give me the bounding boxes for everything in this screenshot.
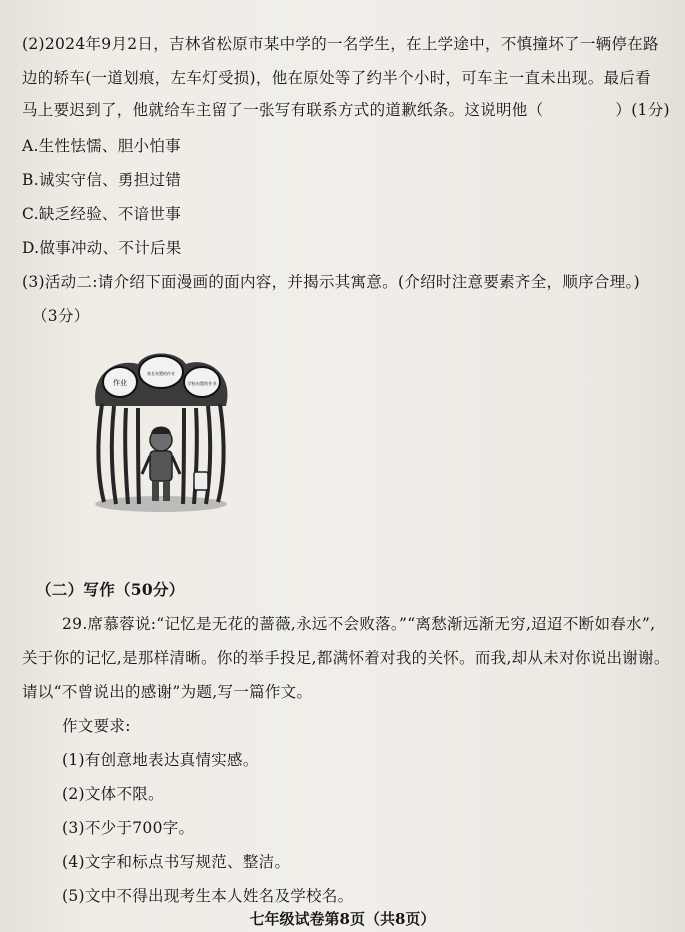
writing-prompt-line-2: 关于你的记忆,是那样清晰。你的举手投足,都满怀着对我的关怀。而我,却从未对你说出谢谢。: [22, 649, 670, 667]
requirement-4: (4)文字和标点书写规范、整洁。: [62, 853, 291, 871]
option-b: B.诚实守信、勇担过错: [22, 171, 182, 189]
question-part3-score: （3分）: [32, 307, 90, 325]
option-a: A.生性怯懦、胆小怕事: [22, 137, 181, 155]
writing-prompt-line-1: 29.席慕蓉说:“记忆是无花的蔷薇,永远不会败落。”“离愁渐远渐无穷,迢迢不断如春水”,: [62, 615, 656, 633]
question-part2-line-3-text: 马上要迟到了，他就给车主留了一张写有联系方式的道歉纸条。这说明他（: [22, 101, 544, 119]
question-part3-line: (3)活动二:请介绍下面漫画的面内容，并揭示其寓意。(介绍时注意要素齐全，顺序合理。): [22, 273, 640, 291]
requirement-3: (3)不少于700字。: [62, 819, 195, 837]
writing-section-title: （二）写作（50分）: [36, 580, 185, 599]
requirements-title: 作文要求:: [62, 717, 131, 735]
cartoon-balloon-left: [103, 367, 137, 397]
homework-cartoon: [86, 344, 236, 514]
cartoon-label-parent-homework: 家长布置的作业: [147, 371, 175, 376]
question-part2-line-2: 边的轿车(一道划痕，左车灯受损)，他在原处等了约半个小时，可车主一直未出现。最后看: [22, 69, 651, 87]
requirement-2: (2)文体不限。: [62, 785, 164, 803]
cartoon-bag-icon: [194, 472, 208, 490]
question-part2-score: ）(1分): [615, 101, 670, 119]
option-d: D.做事冲动、不计后果: [22, 239, 182, 257]
page-footer: 七年级试卷第8页（共8页）: [249, 910, 436, 928]
requirement-5: (5)文中不得出现考生本人姓名及学校名。: [62, 887, 354, 905]
option-c: C.缺乏经验、不谙世事: [22, 205, 182, 223]
cartoon-label-homework: 作业: [113, 379, 127, 387]
question-part2-line-1: (2)2024年9月2日，吉林省松原市某中学的一名学生，在上学途中，不慎撞坏了一辆停在路: [22, 35, 659, 53]
cartoon-label-school-homework: 学校布置的作业: [187, 381, 217, 386]
writing-prompt-line-3: 请以“不曾说出的感谢”为题,写一篇作文。: [22, 683, 313, 701]
cartoon-balloon-right: [184, 367, 220, 397]
question-part2-line-3: [22, 100, 669, 120]
cartoon-child: [142, 427, 180, 502]
cartoon-balloon-middle: [139, 356, 183, 388]
requirement-1: (1)有创意地表达真情实感。: [62, 751, 259, 769]
